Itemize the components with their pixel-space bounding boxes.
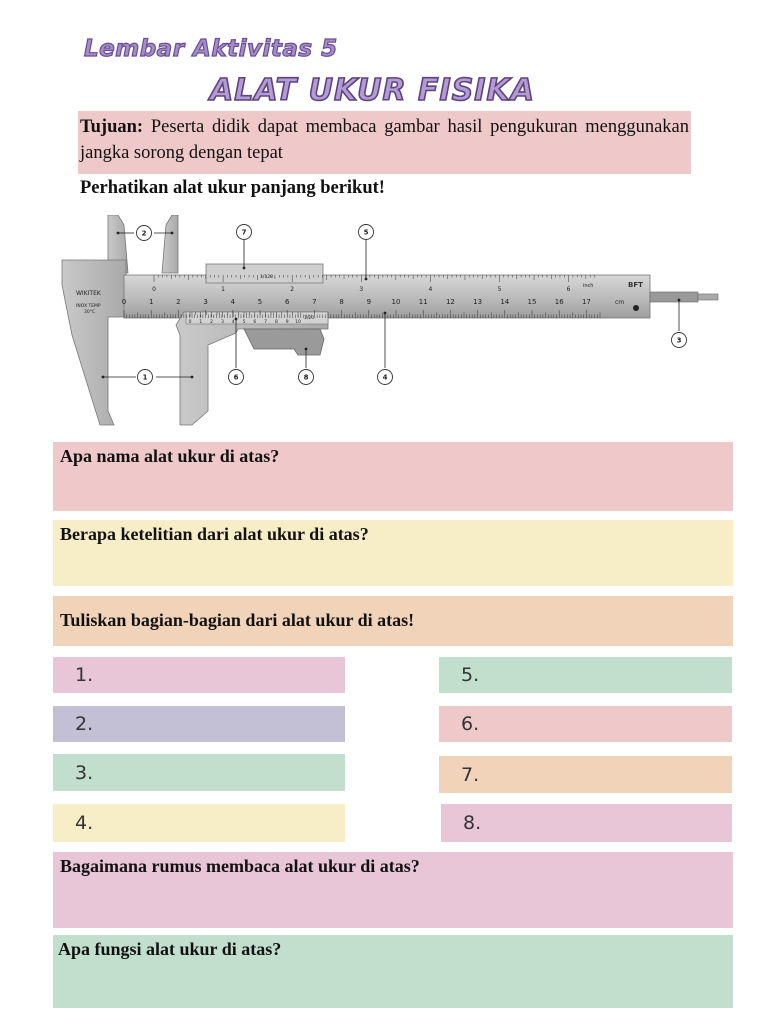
question-formula: Bagaimana rumus membaca alat ukur di atas? <box>60 856 420 876</box>
objective-label: Tujuan: <box>80 117 144 137</box>
question-precision: Berapa ketelitian dari alat ukur di atas? <box>60 524 369 544</box>
inch-scale-label-3: 3 <box>359 286 364 293</box>
answer-slot-2[interactable]: 2. <box>53 706 345 742</box>
answer-slot-1[interactable]: 1. <box>53 657 345 693</box>
main-scale-label-2: 2 <box>176 298 181 306</box>
callout-number-5: 5 <box>363 228 369 237</box>
question-parts: Tuliskan bagian-bagian dari alat ukur di atas! <box>60 610 415 630</box>
question-box-parts <box>53 596 733 646</box>
main-scale-label-11: 11 <box>418 298 428 306</box>
callout-number-3: 3 <box>676 336 682 345</box>
brand-label: WIKITEK <box>76 290 101 297</box>
spec-label-2: 30°C <box>84 310 96 315</box>
objective-box <box>78 111 691 174</box>
callout-number-2: 2 <box>141 229 147 238</box>
main-scale-label-15: 15 <box>527 298 537 306</box>
inch-scale-label-1: 1 <box>221 286 226 293</box>
vernier-scale-label-9: 9 <box>285 320 289 325</box>
vernier-scale-label-1: 1 <box>199 320 203 325</box>
vernier-scale-label-3: 3 <box>220 320 224 325</box>
vernier-scale-label-8: 8 <box>274 320 278 325</box>
answer-slot-4[interactable]: 4. <box>53 804 345 842</box>
question-box-formula[interactable] <box>53 852 733 928</box>
callout-number-1: 1 <box>142 373 148 382</box>
answer-slot-5[interactable]: 5. <box>439 657 732 693</box>
answer-slot-6[interactable]: 6. <box>439 706 732 742</box>
answer-slot-8[interactable]: 8. <box>441 804 732 842</box>
main-scale-label-17: 17 <box>581 298 591 306</box>
vernier-fraction-label: 1/128 <box>260 275 273 280</box>
callout-number-6: 6 <box>233 373 239 382</box>
answer-slot-3[interactable]: 3. <box>53 754 345 791</box>
main-scale-label-1: 1 <box>148 298 154 306</box>
main-scale-label-9: 9 <box>366 298 372 306</box>
fixed-lower-jaw <box>62 260 126 425</box>
inch-scale-label-5: 5 <box>497 286 502 293</box>
callout-number-4: 4 <box>382 373 388 382</box>
thumb-screw <box>244 329 324 355</box>
unit-inch-label: inch <box>583 283 594 289</box>
instruction-text: Perhatikan alat ukur panjang berikut! <box>80 178 385 198</box>
depth-rod <box>650 292 698 302</box>
question-box-function[interactable] <box>53 935 733 1008</box>
inch-vernier-plate <box>206 264 323 283</box>
main-scale-label-6: 6 <box>284 298 290 306</box>
main-scale-label-7: 7 <box>312 298 317 306</box>
unit-cm-label: cm <box>615 299 625 306</box>
spec-label-1: INOX TEMP <box>76 304 101 309</box>
logo-label: BFT <box>628 281 643 289</box>
main-scale-label-16: 16 <box>554 298 564 306</box>
worksheet-title: ALAT UKUR FISIKA <box>210 73 535 108</box>
worksheet-subtitle: Lembar Aktivitas 5 <box>84 36 338 62</box>
inch-scale-label-4: 4 <box>428 286 433 293</box>
main-scale-label-3: 3 <box>203 298 208 306</box>
question-name: Apa nama alat ukur di atas? <box>60 446 280 466</box>
callout-number-8: 8 <box>303 373 309 382</box>
callout-number-7: 7 <box>241 228 247 237</box>
main-scale-label-8: 8 <box>339 298 344 306</box>
inch-scale-label-2: 2 <box>290 286 295 293</box>
main-scale-label-5: 5 <box>257 298 263 306</box>
vernier-scale-label-5: 5 <box>242 320 246 325</box>
vernier-scale-label-6: 6 <box>253 320 257 325</box>
question-box-precision[interactable] <box>53 520 733 586</box>
main-scale-label-12: 12 <box>445 298 455 306</box>
main-beam <box>121 275 650 318</box>
main-scale-label-0: 0 <box>121 298 127 306</box>
vernier-mm-label: 1/20 <box>304 316 315 321</box>
inch-scale-label-6: 6 <box>566 286 571 293</box>
main-scale-label-14: 14 <box>500 298 510 306</box>
question-box-name[interactable] <box>53 442 733 511</box>
vernier-caliper-diagram <box>58 215 722 437</box>
rivet <box>633 305 639 311</box>
vernier-scale-label-7: 7 <box>264 320 268 325</box>
main-scale-label-13: 13 <box>473 298 483 306</box>
vernier-scale-label-4: 4 <box>231 320 235 325</box>
main-scale-label-4: 4 <box>230 298 236 306</box>
objective-text: Peserta didik dapat membaca gambar hasil pengukuran menggunakan jangka sorong dengan tepat <box>80 117 689 163</box>
vernier-scale-label-2: 2 <box>210 320 214 325</box>
answer-slot-7[interactable]: 7. <box>439 756 732 793</box>
inch-scale-label-0: 0 <box>152 286 156 293</box>
movable-upper-jaw <box>162 215 178 273</box>
vernier-scale-label-10: 10 <box>295 320 301 325</box>
vernier-scale-label-0: 0 <box>188 320 192 325</box>
question-function: Apa fungsi alat ukur di atas? <box>58 939 282 959</box>
main-scale-label-10: 10 <box>391 298 401 306</box>
